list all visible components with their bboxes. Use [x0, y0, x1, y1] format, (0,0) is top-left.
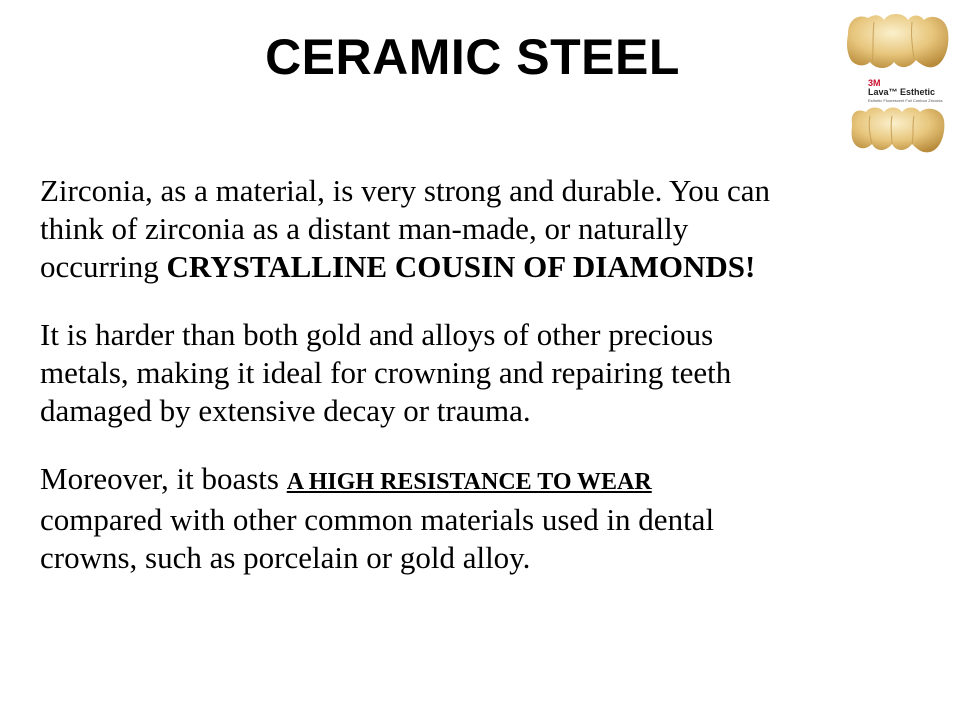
text-line: It is harder than both gold and alloys of other precious [40, 317, 714, 352]
text-line: think of zirconia as a distant man-made, or naturally [40, 211, 689, 246]
slide-title: CERAMIC STEEL [265, 29, 680, 85]
logo-brand-mark: 3M [868, 78, 881, 88]
text-line: Zirconia, as a material, is very strong and durable. You can [40, 173, 771, 208]
text-line: metals, making it ideal for crowning and repairing teeth [40, 355, 732, 390]
paragraph-hardness [40, 316, 930, 430]
text-line: compared with other common materials used in dental [40, 502, 715, 537]
paragraph-wear [40, 460, 930, 577]
emphasis-wear-resistance: A HIGH RESISTANCE TO WEAR [286, 469, 652, 495]
logo-tagline: Esthetic Fluorescent Full Contour Zirconia [868, 98, 943, 103]
text-lead: Moreover, it boasts [40, 461, 287, 496]
slide-body [40, 172, 930, 607]
text-line: damaged by extensive decay or trauma. [40, 393, 531, 428]
logo-product-name: Lava™ Esthetic [868, 87, 936, 97]
text-line: crowns, such as porcelain or gold alloy. [40, 540, 531, 575]
paragraph-zirconia [40, 172, 930, 286]
text-line: occurring [40, 249, 167, 284]
emphasis-diamonds: CRYSTALLINE COUSIN OF DIAMONDS! [166, 249, 756, 284]
